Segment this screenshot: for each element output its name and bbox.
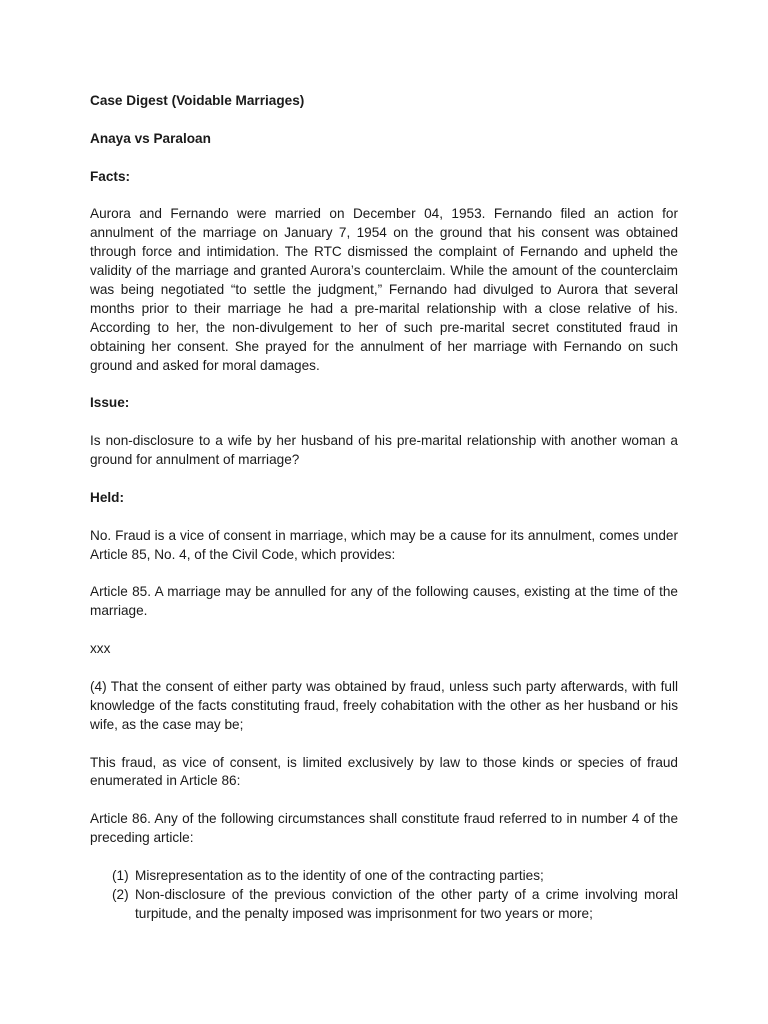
document-title: Case Digest (Voidable Marriages) xyxy=(90,93,305,108)
article-86-paragraph: Article 86. Any of the following circumstances shall constitute fraud referred to in number 4 of the preceding article: xyxy=(90,811,678,846)
facts-heading: Facts: xyxy=(90,168,131,184)
list-item-number: (1) xyxy=(112,867,129,883)
ellipsis-text: xxx xyxy=(90,641,111,657)
facts-paragraph: Aurora and Fernando were married on December 04, 1953. Fernando filed an action for annulment of the marriage on January 7, 1954 on the ground that his consent was obtained through force and intimidation. The RTC dismissed the complaint of Fernando and upheld the validity of the marriage and granted Aurora’s counterclaim. While the amount of the counterclaim was being negotiated “to settle the judgment,” Fernando had divulged to Aurora that several months prior to their marriage he had a pre-marital relationship with a close relative of his. According to her, the non-divulgement to her of such pre-marital secret constituted fraud in obtaining her consent. She prayed for the annulment of her marriage with Fernando on such ground and asked for moral damages. xyxy=(90,206,678,373)
list-item-text: Misrepresentation as to the identity of one of the contracting parties; xyxy=(135,867,544,883)
held-paragraph: No. Fraud is a vice of consent in marriage, which may be a cause for its annulment, comes under Article 85, No. 4, of the Civil Code, which provides: xyxy=(90,527,678,562)
list-item-text: Non-disclosure of the previous conviction of the other party of a crime involving moral turpitude, and the penalty imposed was imprisonment for two years or more; xyxy=(135,886,678,921)
fraud-paragraph: This fraud, as vice of consent, is limited exclusively by law to those kinds or species of fraud enumerated in Article 86: xyxy=(90,754,678,789)
circumstances-list xyxy=(90,867,678,924)
issue-paragraph: Is non-disclosure to a wife by her husband of his pre-marital relationship with another woman a ground for annulment of marriage? xyxy=(90,433,678,468)
held-heading: Held: xyxy=(90,489,124,505)
case-name: Anaya vs Paraloan xyxy=(90,130,211,146)
article-85-paragraph: Article 85. A marriage may be annulled for any of the following causes, existing at the time of the marriage. xyxy=(90,584,678,619)
list-item xyxy=(90,886,678,924)
issue-heading: Issue: xyxy=(90,395,130,411)
list-item-number: (2) xyxy=(112,886,129,902)
item-4-paragraph: (4) That the consent of either party was obtained by fraud, unless such party afterwards, with full knowledge of the facts constituting fraud, freely cohabitation with the other as her husband or his wife, as the case may be; xyxy=(90,678,678,732)
list-item xyxy=(90,867,678,886)
